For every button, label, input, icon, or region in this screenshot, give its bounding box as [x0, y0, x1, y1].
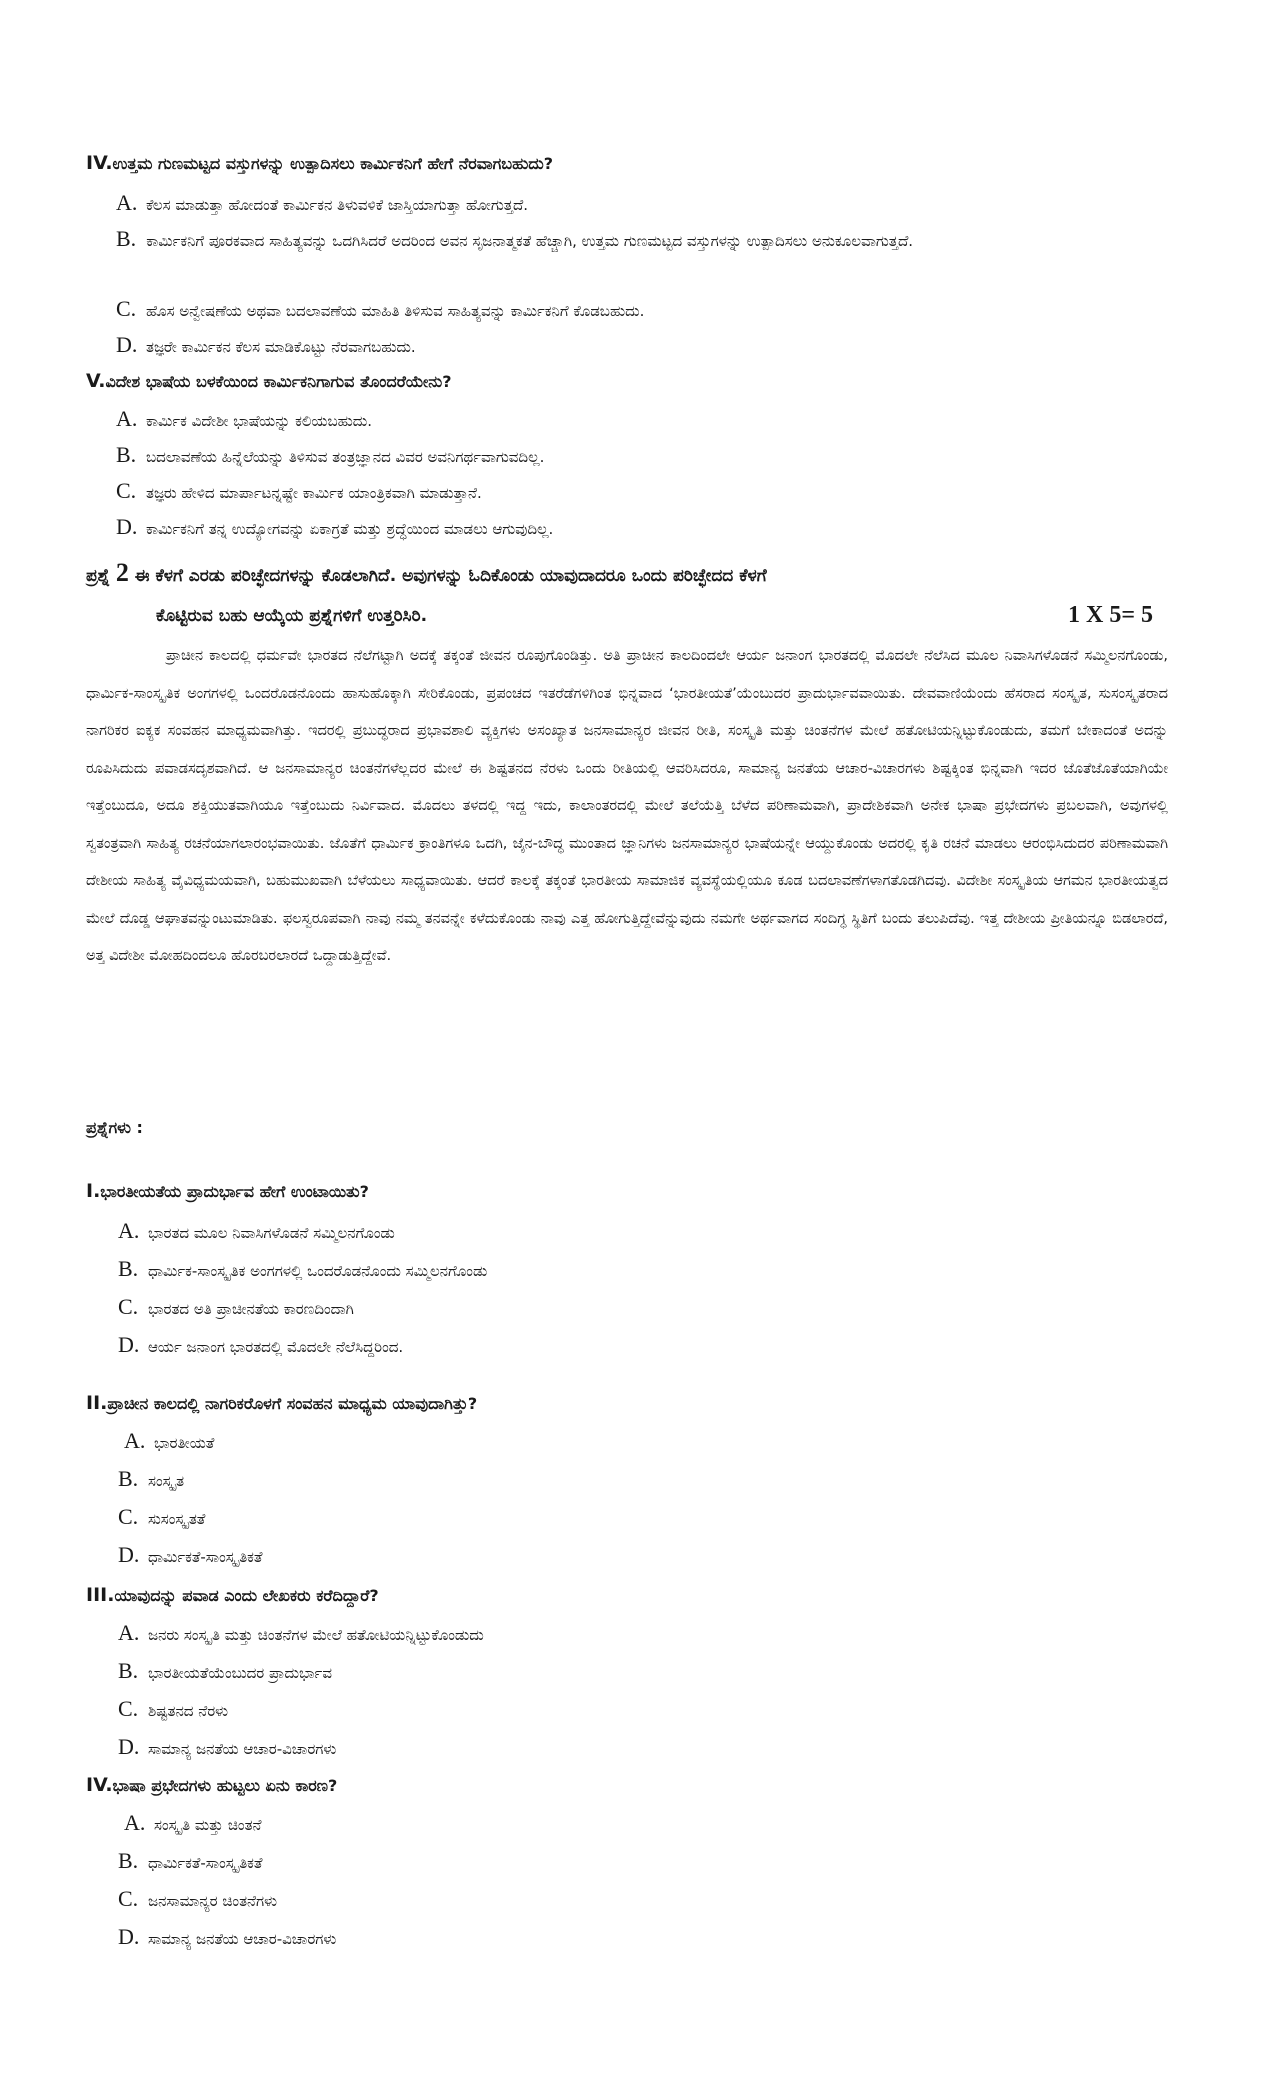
- option: [118, 1658, 332, 1684]
- option-letter: B.: [116, 442, 137, 467]
- option-text: ಭಾರತದ ಅತಿ ಪ್ರಾಚೀನತೆಯ ಕಾರಣದಿಂದಾಗಿ: [148, 1300, 354, 1318]
- option-letter: C.: [118, 1294, 139, 1319]
- option: [118, 1620, 484, 1646]
- section-marks: 1 X 5= 5: [1068, 602, 1154, 628]
- option-text: ಹೊಸ ಅನ್ವೇಷಣೆಯ ಅಥವಾ ಬದಲಾವಣೆಯ ಮಾಹಿತಿ ತಿಳಿಸುವ ಸಾಹಿತ್ಯವನ್ನು ಕಾರ್ಮಿಕನಿಗೆ ಕೊಡಬಹುದು.: [146, 302, 645, 320]
- option-letter: D.: [116, 332, 138, 357]
- option-text: ಬದಲಾವಣೆಯ ಹಿನ್ನೆಲೆಯನ್ನು ತಿಳಿಸುವ ತಂತ್ರಜ್ಞಾನದ ವಿವರ ಅವನಿಗರ್ಥವಾಗುವದಿಲ್ಲ.: [146, 448, 545, 466]
- option: [118, 1924, 336, 1950]
- question-text: ಯಾವುದನ್ನು ಪವಾಡ ಎಂದು ಲೇಖಕರು ಕರೆದಿದ್ದಾರೆ?: [114, 1586, 379, 1605]
- option-letter: D.: [118, 1924, 140, 1949]
- question-heading: [86, 1392, 477, 1414]
- option-text: ಸಂಸ್ಕೃತಿ ಮತ್ತು ಚಿಂತನೆ: [154, 1816, 262, 1834]
- question-text: ಪ್ರಾಚೀನ ಕಾಲದಲ್ಲಿ ನಾಗರಿಕರೊಳಗೆ ಸಂವಹನ ಮಾಧ್ಯಮ ಯಾವುದಾಗಿತ್ತು?: [107, 1394, 478, 1413]
- question-number: I.: [86, 1180, 101, 1202]
- option: [118, 1886, 277, 1912]
- option: [118, 1466, 184, 1492]
- question-text: ವಿದೇಶ ಭಾಷೆಯ ಬಳಕೆಯಿಂದ ಕಾರ್ಮಿಕನಿಗಾಗುವ ತೊಂದರೆಯೇನು?: [105, 372, 452, 391]
- section-instruction-line1: ಈ ಕೆಳಗೆ ಎರಡು ಪರಿಚ್ಛೇದಗಳನ್ನು ಕೊಡಲಾಗಿದೆ. ಅವುಗಳನ್ನು ಓದಿಕೊಂಡು ಯಾವುದಾದರೂ ಒಂದು ಪರಿಚ್ಛೇದದ ಕೆಳಗೆ: [134, 566, 767, 586]
- option-letter: A.: [118, 1218, 140, 1243]
- option-text: ಸಂಸ್ಕೃತ: [148, 1472, 185, 1490]
- question-number: IV.: [86, 1774, 113, 1796]
- option-letter: B.: [118, 1658, 139, 1683]
- option-text: ಧಾರ್ಮಿಕತೆ-ಸಾಂಸ್ಕೃತಿಕತೆ: [148, 1548, 263, 1566]
- question-text: ಭಾಷಾ ಪ್ರಭೇದಗಳು ಹುಟ್ಟಲು ಏನು ಕಾರಣ?: [112, 1776, 338, 1795]
- question-text: ಉತ್ತಮ ಗುಣಮಟ್ಟದ ವಸ್ತುಗಳನ್ನು ಉತ್ಪಾದಿಸಲು ಕಾರ್ಮಿಕನಿಗೆ ಹೇಗೆ ನೆರವಾಗಬಹುದು?: [112, 154, 553, 173]
- option-letter: D.: [118, 1734, 140, 1759]
- questions-label: ಪ್ರಶ್ನೆಗಳು :: [86, 1118, 143, 1137]
- section-prefix: ಪ್ರಶ್ನೆ: [86, 566, 110, 586]
- question-heading: [86, 370, 451, 392]
- option-letter: D.: [118, 1332, 140, 1357]
- option: [118, 1256, 487, 1282]
- option-text: ಕೆಲಸ ಮಾಡುತ್ತಾ ಹೋದಂತೆ ಕಾರ್ಮಿಕನ ತಿಳುವಳಿಕೆ ಜಾಸ್ತಿಯಾಗುತ್ತಾ ಹೋಗುತ್ತದೆ.: [146, 196, 529, 214]
- option-text: ಧಾರ್ಮಿಕ-ಸಾಂಸ್ಕೃತಿಕ ಅಂಗಗಳಲ್ಲಿ ಒಂದರೊಡನೊಂದು ಸಮ್ಮಿಲನಗೊಂಡು: [148, 1262, 488, 1280]
- option-letter: B.: [118, 1848, 139, 1873]
- option: [118, 1734, 336, 1760]
- option-text: ಸಾಮಾನ್ಯ ಜನತೆಯ ಆಚಾರ-ವಿಚಾರಗಳು: [148, 1930, 337, 1948]
- option: [118, 1504, 205, 1530]
- question-number: V.: [86, 370, 106, 392]
- section-title: [86, 558, 767, 588]
- option-text: ಸುಸಂಸ್ಕೃತತೆ: [148, 1510, 206, 1528]
- option-text: ಭಾರತೀಯತೆ: [154, 1434, 215, 1452]
- option-letter: A.: [116, 406, 138, 431]
- question-number: III.: [86, 1584, 115, 1606]
- option-text: ಕಾರ್ಮಿಕ ವಿದೇಶೀ ಭಾಷೆಯನ್ನು ಕಲಿಯಬಹುದು.: [146, 412, 373, 430]
- option-text: ತಜ್ಞರು ಹೇಳಿದ ಮಾರ್ಪಾಟನ್ನಷ್ಟೇ ಕಾರ್ಮಿಕ ಯಾಂತ್ರಿಕವಾಗಿ ಮಾಡುತ್ತಾನೆ.: [146, 484, 482, 502]
- option-text: ಶಿಷ್ಟತನದ ನೆರಳು: [148, 1702, 229, 1720]
- option-text: ಕಾರ್ಮಿಕನಿಗೆ ಪೂರಕವಾದ ಸಾಹಿತ್ಯವನ್ನು ಒದಗಿಸಿದರೆ ಅದರಿಂದ ಅವನ ಸೃಜನಾತ್ಮಕತೆ ಹೆಚ್ಚಾಗಿ, ಉತ್ತಮ ಗುಣಮಟ್ಟದ ವಸ್ತುಗಳನ್ನು ಉತ್ಪಾದಿಸಲು ಅನುಕೂಲವಾಗುತ್ತದೆ.: [146, 232, 914, 250]
- option-text: ಭಾರತದ ಮೂಲ ನಿವಾಸಿಗಳೊಡನೆ ಸಮ್ಮಿಲನಗೊಂಡು: [148, 1224, 395, 1242]
- question-heading: [86, 152, 553, 174]
- option: [118, 1218, 395, 1244]
- option: [124, 1428, 214, 1454]
- option-letter: A.: [116, 190, 138, 215]
- option: [116, 332, 416, 358]
- option-text: ಕಾರ್ಮಿಕನಿಗೆ ತನ್ನ ಉದ್ಯೋಗವನ್ನು ಏಕಾಗ್ರತೆ ಮತ್ತು ಶ್ರದ್ಧೆಯಿಂದ ಮಾಡಲು ಆಗುವುದಿಲ್ಲ.: [146, 520, 554, 538]
- option: [116, 406, 372, 432]
- option-letter: B.: [116, 226, 137, 251]
- option-text: ಜನಸಾಮಾನ್ಯರ ಚಿಂತನೆಗಳು: [148, 1892, 277, 1910]
- option-letter: A.: [124, 1810, 146, 1835]
- question-heading: [86, 1584, 379, 1606]
- option: [116, 514, 553, 540]
- option-letter: A.: [124, 1428, 146, 1453]
- question-number: II.: [86, 1392, 108, 1414]
- option-text: ಸಾಮಾನ್ಯ ಜನತೆಯ ಆಚಾರ-ವಿಚಾರಗಳು: [148, 1740, 337, 1758]
- section-instruction-line2: ಕೊಟ್ಟಿರುವ ಬಹು ಆಯ್ಕೆಯ ಪ್ರಶ್ನೆಗಳಿಗೆ ಉತ್ತರಿಸಿರಿ.: [156, 606, 428, 626]
- question-number: IV.: [86, 152, 113, 174]
- option-letter: D.: [118, 1542, 140, 1567]
- option-text: ತಜ್ಞರೇ ಕಾರ್ಮಿಕನ ಕೆಲಸ ಮಾಡಿಕೊಟ್ಟು ನೆರವಾಗಬಹುದು.: [146, 338, 416, 356]
- option: [116, 478, 482, 504]
- option-letter: D.: [116, 514, 138, 539]
- option: [116, 190, 528, 216]
- option: [118, 1542, 262, 1568]
- option-text: ಭಾರತೀಯತೆಯೆಂಬುದರ ಪ್ರಾದುರ್ಭಾವ: [148, 1664, 332, 1682]
- option: [116, 442, 544, 468]
- option-letter: C.: [118, 1886, 139, 1911]
- option-text: ಧಾರ್ಮಿಕತೆ-ಸಾಂಸ್ಕೃತಿಕತೆ: [148, 1854, 263, 1872]
- question-text: ಭಾರತೀಯತೆಯ ಪ್ರಾದುರ್ಭಾವ ಹೇಗೆ ಉಂಟಾಯಿತು?: [100, 1182, 369, 1201]
- option-letter: B.: [118, 1256, 139, 1281]
- option-text: ಜನರು ಸಂಸ್ಕೃತಿ ಮತ್ತು ಚಿಂತನೆಗಳ ಮೇಲೆ ಹತೋಟಿಯನ್ನಿಟ್ಟುಕೊಂಡುದು: [148, 1626, 484, 1644]
- option: [118, 1294, 354, 1320]
- passage: ಪ್ರಾಚೀನ ಕಾಲದಲ್ಲಿ ಧರ್ಮವೇ ಭಾರತದ ನೆಲೆಗಟ್ಟಾಗಿ ಅದಕ್ಕೆ ತಕ್ಕಂತೆ ಜೀವನ ರೂಪುಗೊಂಡಿತ್ತು. ಅತಿ ಪ್ರಾಚೀನ ಕಾಲದಿಂದಲೇ ಆರ್ಯ ಜನಾಂಗ ಭಾರತದಲ್ಲಿ ಮೊದಲೇ ನೆಲೆಸಿದ ಮೂಲ ನಿವಾಸಿಗಳೊಡನೆ ಸಮ್ಮಿಲನಗೊಂಡು, ಧಾರ್ಮಿಕ-ಸಾಂಸ್ಕೃತಿಕ ಅಂಗಗಳಲ್ಲಿ ಒಂದರೊಡನೊಂದು ಹಾಸುಹೊಕ್ಕಾಗಿ ಸೇರಿಕೊಂಡು, ಪ್ರಪಂಚದ ಇತರೆಡೆಗಳಿಗಿಂತ ಭಿನ್ನವಾದ ‘ಭಾರತೀಯತೆ’ಯೆಂಬುದರ ಪ್ರಾದುರ್ಭಾವವಾಯಿತು. ದೇವವಾಣಿಯೆಂದು ಹೆಸರಾದ ಸಂಸ್ಕೃತ, ಸುಸಂಸ್ಕೃತರಾದ ನಾಗರಿಕರ ಐಕ್ಯಕ ಸಂವಹನ ಮಾಧ್ಯಮವಾಗಿತ್ತು. ಇದರಲ್ಲಿ ಪ್ರಬುದ್ಧರಾದ ಪ್ರಭಾವಶಾಲಿ ವ್ಯಕ್ತಿಗಳು ಅಸಂಖ್ಯಾತ ಜನಸಾಮಾನ್ಯರ ಜೀವನ ರೀತಿ, ಸಂಸ್ಕೃತಿ ಮತ್ತು ಚಿಂತನೆಗಳ ಮೇಲೆ ಹತೋಟಿಯನ್ನಿಟ್ಟುಕೊಂಡುದು, ತಮಗೆ ಬೇಕಾದಂತೆ ಅದನ್ನು ರೂಪಿಸಿದುದು ಪವಾಡಸದೃಶವಾಗಿದೆ. ಆ ಜನಸಾಮಾನ್ಯರ ಚಿಂತನೆಗಳೆಲ್ಲದರ ಮೇಲೆ ಈ ಶಿಷ್ಟತನದ ನೆರಳು ಒಂದು ರೀತಿಯಲ್ಲಿ ಆವರಿಸಿದರೂ, ಸಾಮಾನ್ಯ ಜನತೆಯ ಆಚಾರ-ವಿಚಾರಗಳು ಶಿಷ್ಟಕ್ಕಿಂತ ಭಿನ್ನವಾಗಿ ಇದರ ಜೊತೆಜೊತೆಯಾಗಿಯೇ ಇತ್ತೆಂಬುದೂ, ಅದೂ ಶಕ್ತಿಯುತವಾಗಿಯೂ ಇತ್ತೆಂಬುದು ನಿರ್ವಿವಾದ. ಮೊದಲು ತಳದಲ್ಲಿ ಇದ್ದ ಇದು, ಕಾಲಾಂತರದಲ್ಲಿ ಮೇಲೆ ತಲೆಯೆತ್ತಿ ಬೆಳೆದ ಪರಿಣಾಮವಾಗಿ, ಪ್ರಾದೇಶಿಕವಾಗಿ ಅನೇಕ ಭಾಷಾ ಪ್ರಭೇದಗಳು ಪ್ರಬಲವಾಗಿ, ಅವುಗಳಲ್ಲಿ ಸ್ವತಂತ್ರವಾಗಿ ಸಾಹಿತ್ಯ ರಚನೆಯಾಗಲಾರಂಭವಾಯಿತು. ಜೊತೆಗೆ ಧಾರ್ಮಿಕ ಕ್ರಾಂತಿಗಳೂ ಒದಗಿ, ಜೈನ-ಬೌದ್ಧ ಮುಂತಾದ ಜ್ಞಾನಿಗಳು ಜನಸಾಮಾನ್ಯರ ಭಾಷೆಯನ್ನೇ ಆಯ್ದುಕೊಂಡು ಅದರಲ್ಲಿ ಕೃತಿ ರಚನೆ ಮಾಡಲು ಆರಂಭಿಸಿದುದರ ಪರಿಣಾಮವಾಗಿ ದೇಶೀಯ ಸಾಹಿತ್ಯ ವೈವಿಧ್ಯಮಯವಾಗಿ, ಬಹುಮುಖವಾಗಿ ಬೆಳೆಯಲು ಸಾಧ್ಯವಾಯಿತು. ಆದರೆ ಕಾಲಕ್ಕೆ ತಕ್ಕಂತೆ ಭಾರತೀಯ ಸಾಮಾಜಿಕ ವ್ಯವಸ್ಥೆಯಲ್ಲಿಯೂ ಕೂಡ ಬದಲಾವಣೆಗಳಾಗತೊಡಗಿದವು. ವಿದೇಶೀ ಸಂಸ್ಕೃತಿಯ ಆಗಮನ ಭಾರತೀಯತ್ವದ ಮೇಲೆ ದೊಡ್ಡ ಆಘಾತವನ್ನುಂಟುಮಾಡಿತು. ಫಲಸ್ವರೂಪವಾಗಿ ನಾವು ನಮ್ಮ ತನವನ್ನೇ ಕಳೆದುಕೊಂಡು ನಾವು ಎತ್ತ ಹೋಗುತ್ತಿದ್ದೇವೆನ್ನುವುದು ನಮಗೇ ಅರ್ಥವಾಗದ ಸಂದಿಗ್ಧ ಸ್ಥಿತಿಗೆ ಬಂದು ತಲುಪಿದೆವು. ಇತ್ತ ದೇಶೀಯ ಪ್ರೀತಿಯನ್ನೂ ಬಿಡಲಾರದೆ, ಅತ್ತ ವಿದೇಶೀ ಮೋಹದಿಂದಲೂ ಹೊರಬರಲಾರದೆ ಒದ್ದಾಡುತ್ತಿದ್ದೇವೆ.: [86, 648, 1168, 964]
- question-heading: [86, 1180, 369, 1202]
- option: [118, 1848, 262, 1874]
- option-text: ಆರ್ಯ ಜನಾಂಗ ಭಾರತದಲ್ಲಿ ಮೊದಲೇ ನೆಲೆಸಿದ್ದರಿಂದ.: [148, 1338, 404, 1356]
- option-letter: C.: [118, 1696, 139, 1721]
- option-letter: A.: [118, 1620, 140, 1645]
- option-letter: B.: [118, 1466, 139, 1491]
- option-letter: C.: [116, 296, 137, 321]
- option: [124, 1810, 261, 1836]
- option: [116, 296, 644, 322]
- option-letter: C.: [118, 1504, 139, 1529]
- section-number: 2: [115, 558, 129, 587]
- option: [118, 1696, 228, 1722]
- option: [116, 226, 1136, 254]
- question-heading: [86, 1774, 337, 1796]
- option-letter: C.: [116, 478, 137, 503]
- option: [118, 1332, 403, 1358]
